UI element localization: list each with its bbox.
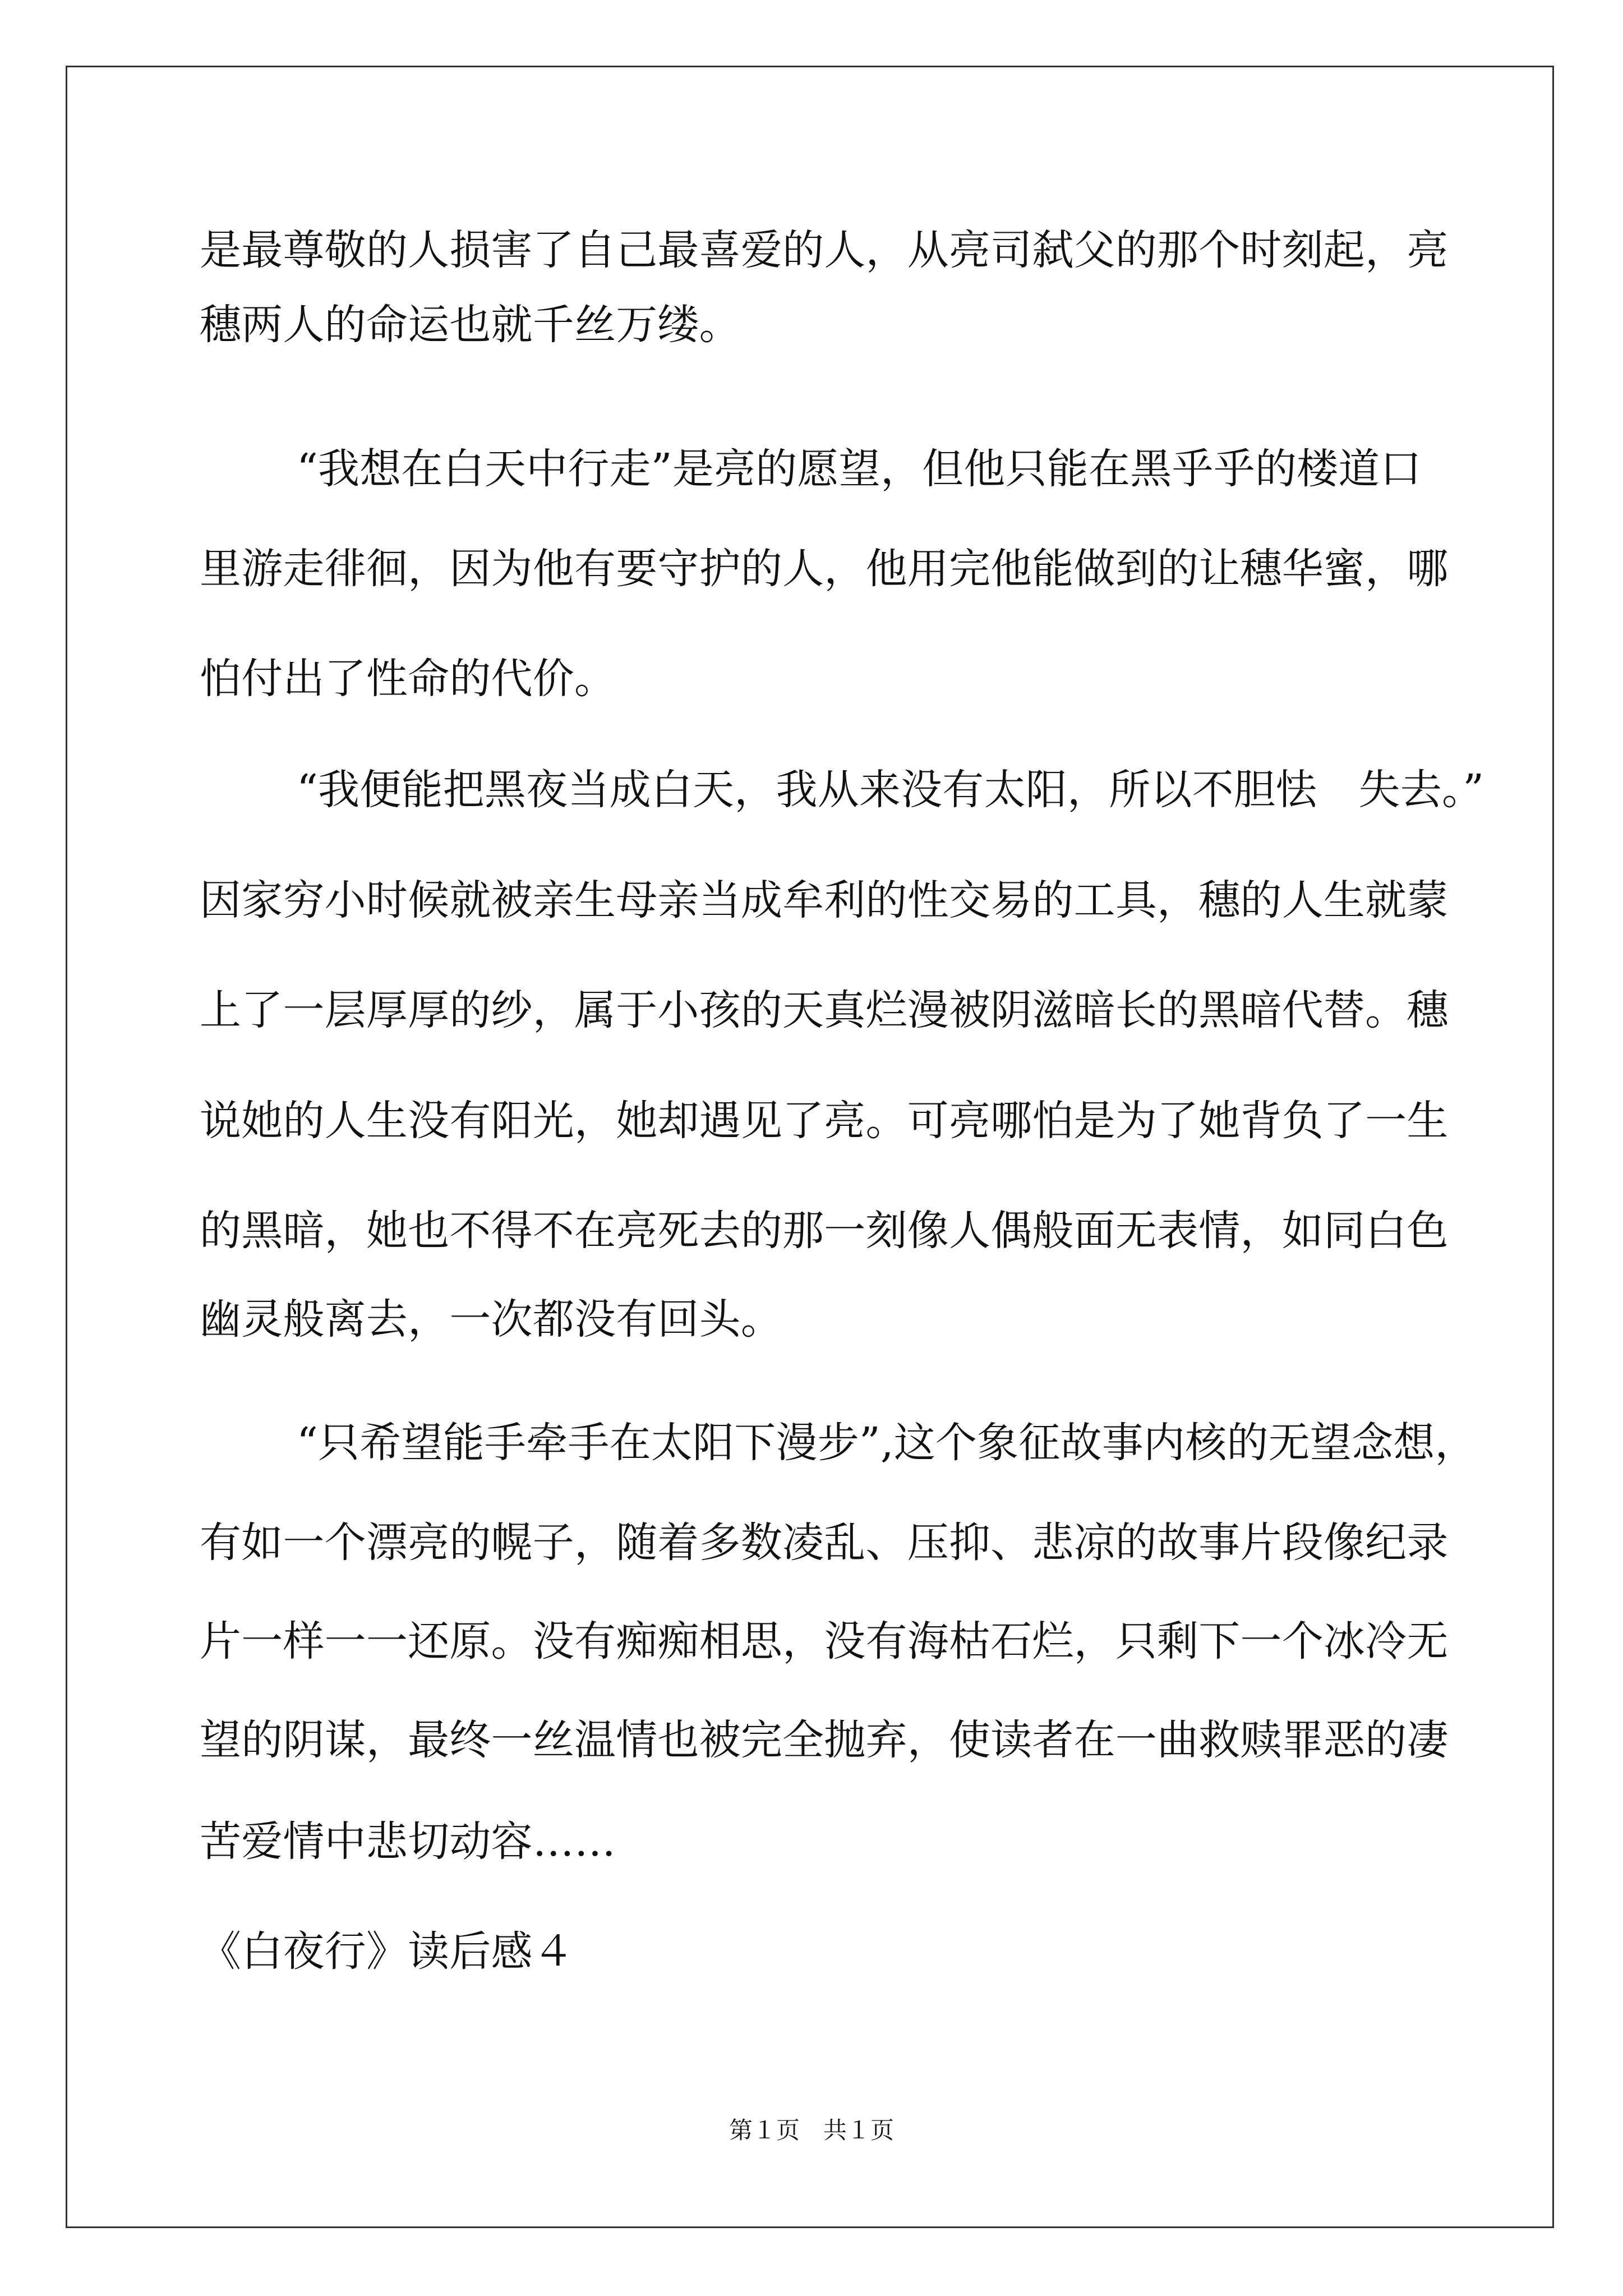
paragraph-line: 是最尊敬的人损害了自己最喜爱的人，从亮司弑父的那个时刻起，亮 [200, 226, 1449, 274]
paragraph-line: 有如一个漂亮的幌子，随着多数凌乱、压抑、悲凉的故事片段像纪录 [200, 1519, 1449, 1567]
paragraph-line: “我想在白天中行走”是亮的愿望，但他只能在黑乎乎的楼道口 [297, 445, 1422, 493]
paragraph-line: 说她的人生没有阳光，她却遇见了亮。可亮哪怕是为了她背负了一生 [200, 1097, 1449, 1145]
page-border [66, 66, 1554, 2228]
paragraph-line: 怕付出了性命的代价。 [200, 655, 616, 703]
paragraph-line: 因家穷小时候就被亲生母亲当成牟利的性交易的工具，穗的人生就蒙 [200, 876, 1449, 924]
paragraph-line: 里游走徘徊，因为他有要守护的人，他用完他能做到的让穗华蜜，哪 [200, 545, 1449, 593]
page-number-footer: 第１页 共１页 [728, 2116, 894, 2144]
paragraph-line: 望的阴谋，最终一丝温情也被完全抛弃，使读者在一曲救赎罪恶的凄 [200, 1716, 1449, 1764]
paragraph-line: 苦爱情中悲切动容…… [200, 1818, 616, 1866]
section-heading: 《白夜行》读后感４ [200, 1927, 574, 1976]
paragraph-line: 片一样一一还原。没有痴痴相思，没有海枯石烂，只剩下一个冰冷无 [200, 1617, 1449, 1665]
paragraph-line: 上了一层厚厚的纱，属于小孩的天真烂漫被阴滋暗长的黑暗代替。穗 [200, 986, 1449, 1034]
paragraph-line: 的黑暗，她也不得不在亮死去的那一刻像人偶般面无表情，如同白色 [200, 1207, 1449, 1255]
paragraph-line: “只希望能手牵手在太阳下漫步”,这个象征故事内核的无望念想， [297, 1419, 1477, 1467]
paragraph-line: 幽灵般离去，一次都没有回头。 [200, 1295, 783, 1343]
paragraph-line: “我便能把黑夜当成白天，我从来没有太阳，所以不胆怯 失去。” [297, 766, 1484, 814]
paragraph-line: 穗两人的命运也就千丝万缕。 [200, 301, 741, 349]
